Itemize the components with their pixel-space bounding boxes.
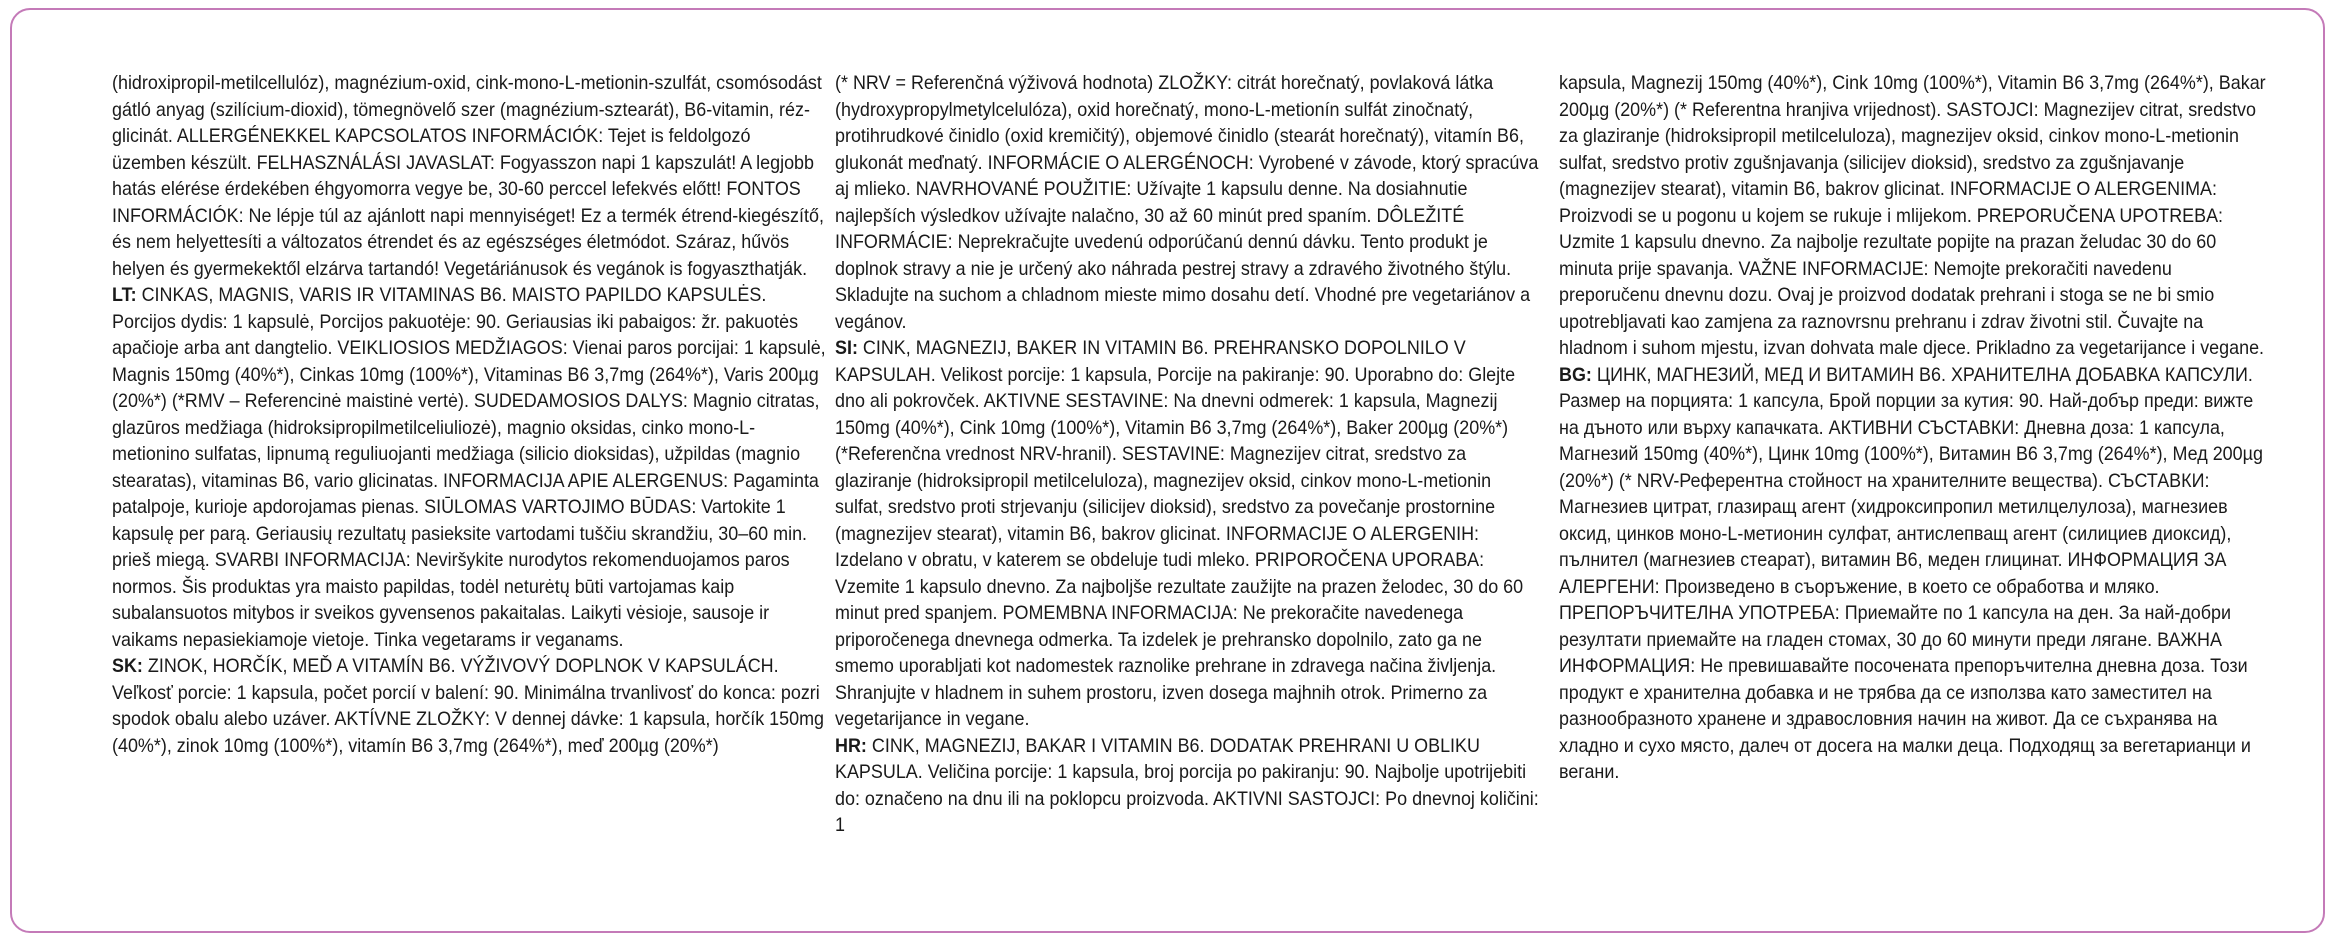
bulgarian-text: ЦИНК, МАГНЕЗИЙ, МЕД И ВИТАМИН B6. ХРАНИТЕЛНА ДОБАВКА КАПСУЛИ. Размер на порцията: 1 капсула, Брой порции за кутия: 90. Най-добър преди: вижте на дъното или върху капачката. АКТИВНИ СЪСТАВКИ: Дневна доза: 1 капсула, Магнезий 150mg (40%*), Цинк 10mg (100%*), Витамин B6 3,7mg (264%*), Мед 200µg (20%*) (* NRV-Референтна стойност на хранителните вещества). СЪСТАВКИ: Магнезиев цитрат, глазиращ агент (хидроксипропил метилцелулоза), магнезиев оксид, цинков моно-L-метионин сулфат, антислепващ агент (силициев диоксид), пълнител (магнезиев стеарат), витамин B6, меден глицинат. ИНФОРМАЦИЯ ЗА АЛЕРГЕНИ: Произведено в съоръжение, в което се обработва и мляко. ПРЕПОРЪЧИТЕЛНА УПОТРЕБА: Приемайте по 1 капсула на ден. За най-добри резултати приемайте на гладен стомах, 30 до 60 минути преди лягане. ВАЖНА ИНФОРМАЦИЯ: Не превишавайте посочената препоръчителна дневна доза. Този продукт е хранителна добавка и не трябва да се използва като заместител на разнообразното хранене и здравословния начин на живот. Да се съхранява на хладно и сухо място, далеч от досега на малки деца. Подходящ за вегетарианци и вегани. bbox=[1559, 363, 2263, 783]
slovak-text-part1: ZINOK, HORČÍK, MEĎ A VITAMÍN B6. VÝŽIVOVÝ DOPLNOK V KAPSULÁCH. Veľkosť porcie: 1 kapsula, počet porcií v balení: 90. Minimálna trvanlivosť do konca: pozri spodok obalu alebo uzáver. AKTÍVNE ZLOŽKY: V dennej dávke: 1 kapsula, horčík 150mg (40%*), zinok 10mg (100%*), vitamín B6 3,7mg (264%*), meď 200µg (20%*) bbox=[112, 655, 825, 757]
bulgarian-code: BG: bbox=[1559, 363, 1592, 386]
bulgarian-section bbox=[1559, 362, 2268, 786]
lithuanian-section bbox=[112, 282, 826, 653]
croatian-section-end bbox=[1559, 70, 2268, 362]
slovak-text-part2: (* NRV = Referenčná výživová hodnota) ZLOŽKY: citrát horečnatý, povlaková látka (hydroxypropylmetylcelulóza), oxid horečnatý, mono-L-metionín sulfát zinočnatý, protihrudkové činidlo (oxid kremičitý), objemové činidlo (stearát horečnatý), vitamín B6, glukonát meďnatý. INFORMÁCIE O ALERGÉNOCH: Vyrobené v závode, ktorý spracúva aj mlieko. NAVRHOVANÉ POUŽITIE: Užívajte 1 kapsulu denne. Na dosiahnutie najlepších výsledkov užívajte nalačno, 30 až 60 minút pred spaním. DÔLEŽITÉ INFORMÁCIE: Neprekračujte uvedenú odporúčanú dennú dávku. Tento produkt je doplnok stravy a nie je určený ako náhrada pestrej stravy a zdravého životného štýlu. Skladujte na suchom a chladnom mieste mimo dosahu detí. Vhodné pre vegetariánov a vegánov. bbox=[835, 72, 1539, 333]
croatian-code: HR: bbox=[835, 734, 867, 757]
text-column-1 bbox=[112, 70, 826, 900]
slovenian-text: CINK, MAGNEZIJ, BAKER IN VITAMIN B6. PREHRANSKO DOPOLNILO V KAPSULAH. Velikost porcije: 1 kapsula, Porcije na pakiranje: 90. Uporabno do: Glejte dno ali pokrovček. AKTIVNE SESTAVINE: Na dnevni odmerek: 1 kapsula, Magnezij 150mg (40%*), Cink 10mg (100%*), Vitamin B6 3,7mg (264%*), Baker 200µg (20%*) (*Referenčna vrednost NRV-hranil). SESTAVINE: Magnezijev citrat, sredstvo za glaziranje (hidroksipropil metilceluloza), magnezijev oksid, cinkov mono-L-metionin sulfat, sredstvo proti strjevanju (silicijev dioksid), sredstvo za povečanje prostornine (magnezijev stearat), vitamin B6, bakrov glicinat. INFORMACIJE O ALERGENIH: Izdelano v obratu, v katerem se obdeluje tudi mleko. PRIPOROČENA UPORABA: Vzemite 1 kapsulo dnevno. Za najboljše rezultate zaužijte na prazen želodec, 30 do 60 minut pred spanjem. POMEMBNA INFORMACIJA: Ne prekoračite navedenega priporočenega dnevnega odmerka. Ta izdelek je prehransko dopolnilo, zato ga ne smemo uporabljati kot nadomestek raznolike prehrane in zdravega načina življenja. Shranjujte v hladnem in suhem prostoru, izven dosega majhnih otrok. Primerno za vegetarijance in vegane. bbox=[835, 337, 1524, 730]
slovak-code: SK: bbox=[112, 655, 143, 677]
croatian-section-start bbox=[835, 733, 1542, 839]
text-column-2 bbox=[835, 70, 1542, 900]
croatian-text-part1: CINK, MAGNEZIJ, BAKAR I VITAMIN B6. DODATAK PREHRANI U OBLIKU KAPSULA. Veličina porcije: 1 kapsula, broj porcija po pakiranju: 90. Najbolje upotrijebiti do: označeno na dnu ili na poklopcu proizvoda. AKTIVNI SASTOJCI: Po dnevnoj količini: 1 bbox=[835, 734, 1539, 836]
lithuanian-code: LT: bbox=[112, 284, 137, 306]
text-column-3 bbox=[1559, 70, 2268, 900]
slovak-section-start bbox=[112, 653, 826, 759]
hungarian-text: (hidroxipropil-metilcellulóz), magnézium-oxid, cink-mono-L-metionin-szulfát, csomósodást gátló anyag (szilícium-dioxid), tömegnövelő szer (magnézium-sztearát), B6-vitamin, réz-glicinát. ALLERGÉNEKKEL KAPCSOLATOS INFORMÁCIÓK: Tejet is feldolgozó üzemben készült. FELHASZNÁLÁSI JAVASLAT: Fogyasszon napi 1 kapszulát! A legjobb hatás elérése érdekében éhgyomorra vegye be, 30-60 perccel lefekvés előtt! FONTOS INFORMÁCIÓK: Ne lépje túl az ajánlott napi mennyiséget! Ez a termék étrend-kiegészítő, és nem helyettesíti a változatos étrendet és az egészséges életmódot. Száraz, hűvös helyen és gyermekektől elzárva tartandó! Vegetáriánusok és vegánok is fogyaszthatják. bbox=[112, 72, 824, 280]
lithuanian-text: CINKAS, MAGNIS, VARIS IR VITAMINAS B6. MAISTO PAPILDO KAPSULĖS. Porcijos dydis: 1 kapsulė, Porcijos pakuotėje: 90. Geriausias iki pabaigos: žr. pakuotės apačioje arba ant dangtelio. VEIKLIOSIOS MEDŽIAGOS: Vienai paros porcijai: 1 kapsulė, Magnis 150mg (40%*), Cinkas 10mg (100%*), Vitaminas B6 3,7mg (264%*), Varis 200µg (20%*) (*RMV – Referencinė maistinė vertė). SUDEDAMOSIOS DALYS: Magnio citratas, glazūros medžiaga (hidroksipropilmetilceliuliozė), magnio oksidas, cinko mono-L-metionino sulfatas, lipnumą reguliuojanti medžiaga (silicio dioksidas), užpildas (magnio stearatas), vitaminas B6, vario glicinatas. INFORMACIJA APIE ALERGENUS: Pagaminta patalpoje, kurioje apdorojamas pienas. SIŪLOMAS VARTOJIMO BŪDAS: Vartokite 1 kapsulę per parą. Geriausių rezultatų pasieksite vartodami tuščiu skrandžiu, 30–60 min. prieš miegą. SVARBI INFORMACIJA: Neviršykite nurodytos rekomenduojamos paros normos. Šis produktas yra maisto papildas, todėl neturėtų būti vartojamas kaip subalansuotos mitybos ir sveikos gyvensenos pakaitalas. Laikyti vėsioje, sausoje ir vaikams nepasiekiamoje vietoje. Tinka vegetarams ir veganams. bbox=[112, 284, 826, 651]
slovenian-section bbox=[835, 335, 1542, 733]
slovak-section-end bbox=[835, 70, 1542, 335]
hungarian-section bbox=[112, 70, 826, 282]
croatian-text-part2: kapsula, Magnezij 150mg (40%*), Cink 10mg (100%*), Vitamin B6 3,7mg (264%*), Bakar 200µg (20%*) (* Referentna hranjiva vrijednost). SASTOJCI: Magnezijev citrat, sredstvo za glaziranje (hidroksipropil metilceluloza), magnezijev oksid, cinkov mono-L-metionin sulfat, sredstvo protiv zgušnjavanja (silicijev dioksid), sredstvo za zgušnjavanje (magnezijev stearat), vitamin B6, bakrov glicinat. INFORMACIJE O ALERGENIMA: Proizvodi se u pogonu u kojem se rukuje i mlijekom. PREPORUČENA UPOTREBA: Uzmite 1 kapsulu dnevno. Za najbolje rezultate popijte na prazan želudac 30 do 60 minuta prije spavanja. VAŽNE INFORMACIJE: Nemojte prekoračiti navedenu preporučenu dnevnu dozu. Ovaj je proizvod dodatak prehrani i stoga se ne bi smio upotrebljavati kao zamjena za raznovrsnu prehranu i zdrav životni stil. Čuvajte na hladnom i suhom mjestu, izvan dohvata male djece. Prikladno za vegetarijance i vegane. bbox=[1559, 72, 2266, 359]
slovenian-code: SI: bbox=[835, 337, 858, 359]
